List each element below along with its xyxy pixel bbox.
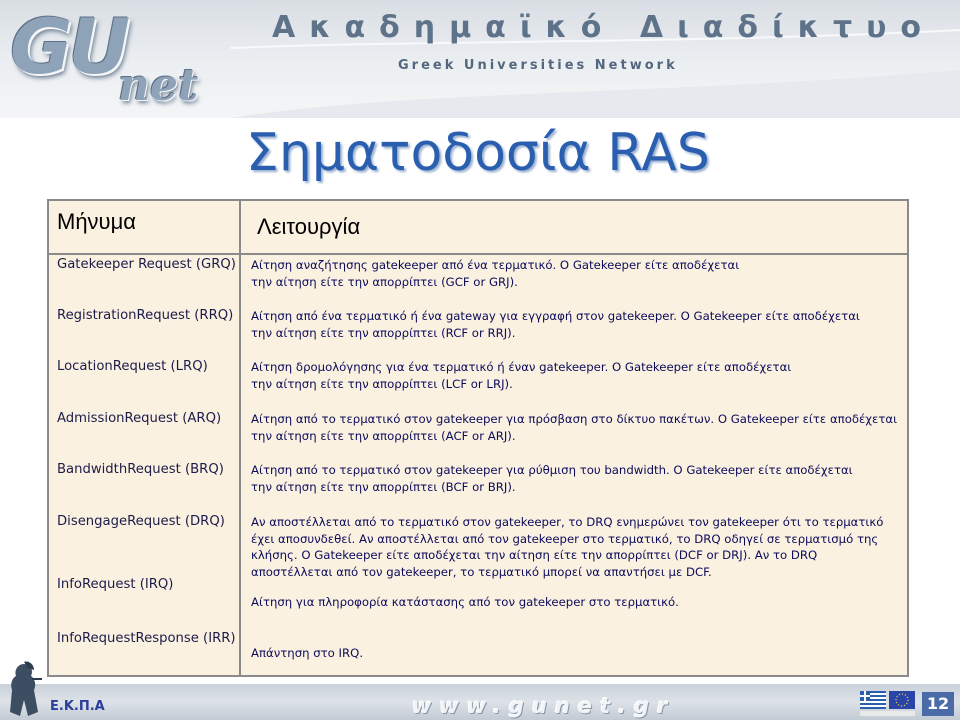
function-line: την αίτηση είτε την απορρίπτει (BCF or BRJ). bbox=[251, 479, 516, 494]
function-line: Αίτηση από το τερματικό στον gatekeeper για ρύθμιση του bandwidth. Ο Gatekeeper είτε αποδέχεται bbox=[251, 463, 853, 477]
slide-title: Σηματοδοσία RAS bbox=[246, 123, 710, 183]
function-cell bbox=[251, 594, 903, 611]
function-line: Αν αποστέλλεται από το τερματικό στον gatekeeper, το DRQ ενημερώνει τον gatekeeper ότι το τερματικό bbox=[251, 515, 884, 529]
message-cell: DisengageRequest (DRQ) bbox=[57, 514, 225, 529]
function-line: Αίτηση από το τερματικό στον gatekeeper για πρόσβαση στο δίκτυο πακέτων. Ο Gatekeeper είτε αποδέχεται bbox=[251, 412, 898, 426]
function-line: κλήσης. Ο Gatekeeper είτε αποδέχεται την αίτηση είτε την απορρίπτει (DCF or DRJ). Αν το DRQ bbox=[251, 548, 818, 562]
function-cell bbox=[251, 359, 903, 392]
function-line: την αίτηση είτε την απορρίπτει (ACF or ARJ). bbox=[251, 428, 516, 443]
function-line: Αίτηση δρομολόγησης για ένα τερματικό ή έναν gatekeeper. Ο Gatekeeper είτε αποδέχεται bbox=[251, 360, 792, 374]
footer-organization: Ε.Κ.Π.Α bbox=[50, 699, 105, 714]
function-line: έχει αποσυνδεθεί. Αν αποστέλλεται από τον gatekeeper στο τερματικό, το DRQ οδηγεί σε τερματισμό της bbox=[251, 531, 879, 546]
message-cell: AdmissionRequest (ARQ) bbox=[57, 411, 222, 426]
function-cell bbox=[251, 257, 903, 290]
function-line: την αίτηση είτε την απορρίπτει (GCF or GRJ). bbox=[251, 274, 518, 289]
function-cell bbox=[251, 411, 903, 444]
function-line: την αίτηση είτε την απορρίπτει (LCF or LRJ). bbox=[251, 376, 513, 391]
function-line: Αίτηση από ένα τερματικό ή ένα gateway για εγγραφή στον gatekeeper. Ο Gatekeeper είτε αποδέχεται bbox=[251, 309, 860, 323]
ras-messages-table bbox=[47, 199, 909, 677]
message-cell: Gatekeeper Request (GRQ) bbox=[57, 257, 236, 272]
message-cell: BandwidthRequest (BRQ) bbox=[57, 462, 224, 477]
brand-greek-title: Ακαδημαϊκό Διαδίκτυο bbox=[272, 10, 935, 45]
function-cell bbox=[251, 514, 903, 580]
header-divider bbox=[49, 253, 907, 255]
column-header-message: Μήνυμα bbox=[57, 209, 136, 234]
function-line: Απάντηση στο IRQ. bbox=[251, 646, 364, 660]
logo-gu-text: GU bbox=[10, 2, 127, 91]
function-line: αποστέλλεται από τον gatekeeper, το τερματικό μπορεί να απαντήσει με DCF. bbox=[251, 564, 712, 579]
message-cell: InfoRequestResponse (IRR) bbox=[57, 631, 236, 646]
column-header-function: Λειτουργία bbox=[257, 214, 361, 239]
function-cell bbox=[251, 462, 903, 495]
brand-english-subtitle: Greek Universities Network bbox=[398, 58, 678, 73]
function-line: Αίτηση αναζήτησης gatekeeper από ένα τερματικό. Ο Gatekeeper είτε αποδέχεται bbox=[251, 258, 740, 272]
function-cell bbox=[251, 308, 903, 341]
message-cell: LocationRequest (LRQ) bbox=[57, 359, 208, 374]
greece-eu-flags-icon bbox=[858, 688, 918, 718]
gunet-logo bbox=[8, 2, 238, 118]
footer-url: www.gunet.gr bbox=[412, 694, 676, 718]
function-line: Αίτηση για πληροφορία κατάστασης από τον gatekeeper στο τερματικό. bbox=[251, 595, 679, 609]
message-cell: RegistrationRequest (RRQ) bbox=[57, 308, 234, 323]
message-cell: InfoRequest (IRQ) bbox=[57, 577, 174, 592]
function-line: την αίτηση είτε την απορρίπτει (RCF or RRJ). bbox=[251, 325, 516, 340]
header-banner bbox=[0, 0, 960, 118]
warrior-statue-icon bbox=[4, 660, 44, 718]
function-cell bbox=[251, 645, 903, 662]
logo-net-text: net bbox=[118, 60, 199, 111]
page-number: 12 bbox=[922, 692, 954, 716]
column-divider bbox=[239, 201, 241, 675]
